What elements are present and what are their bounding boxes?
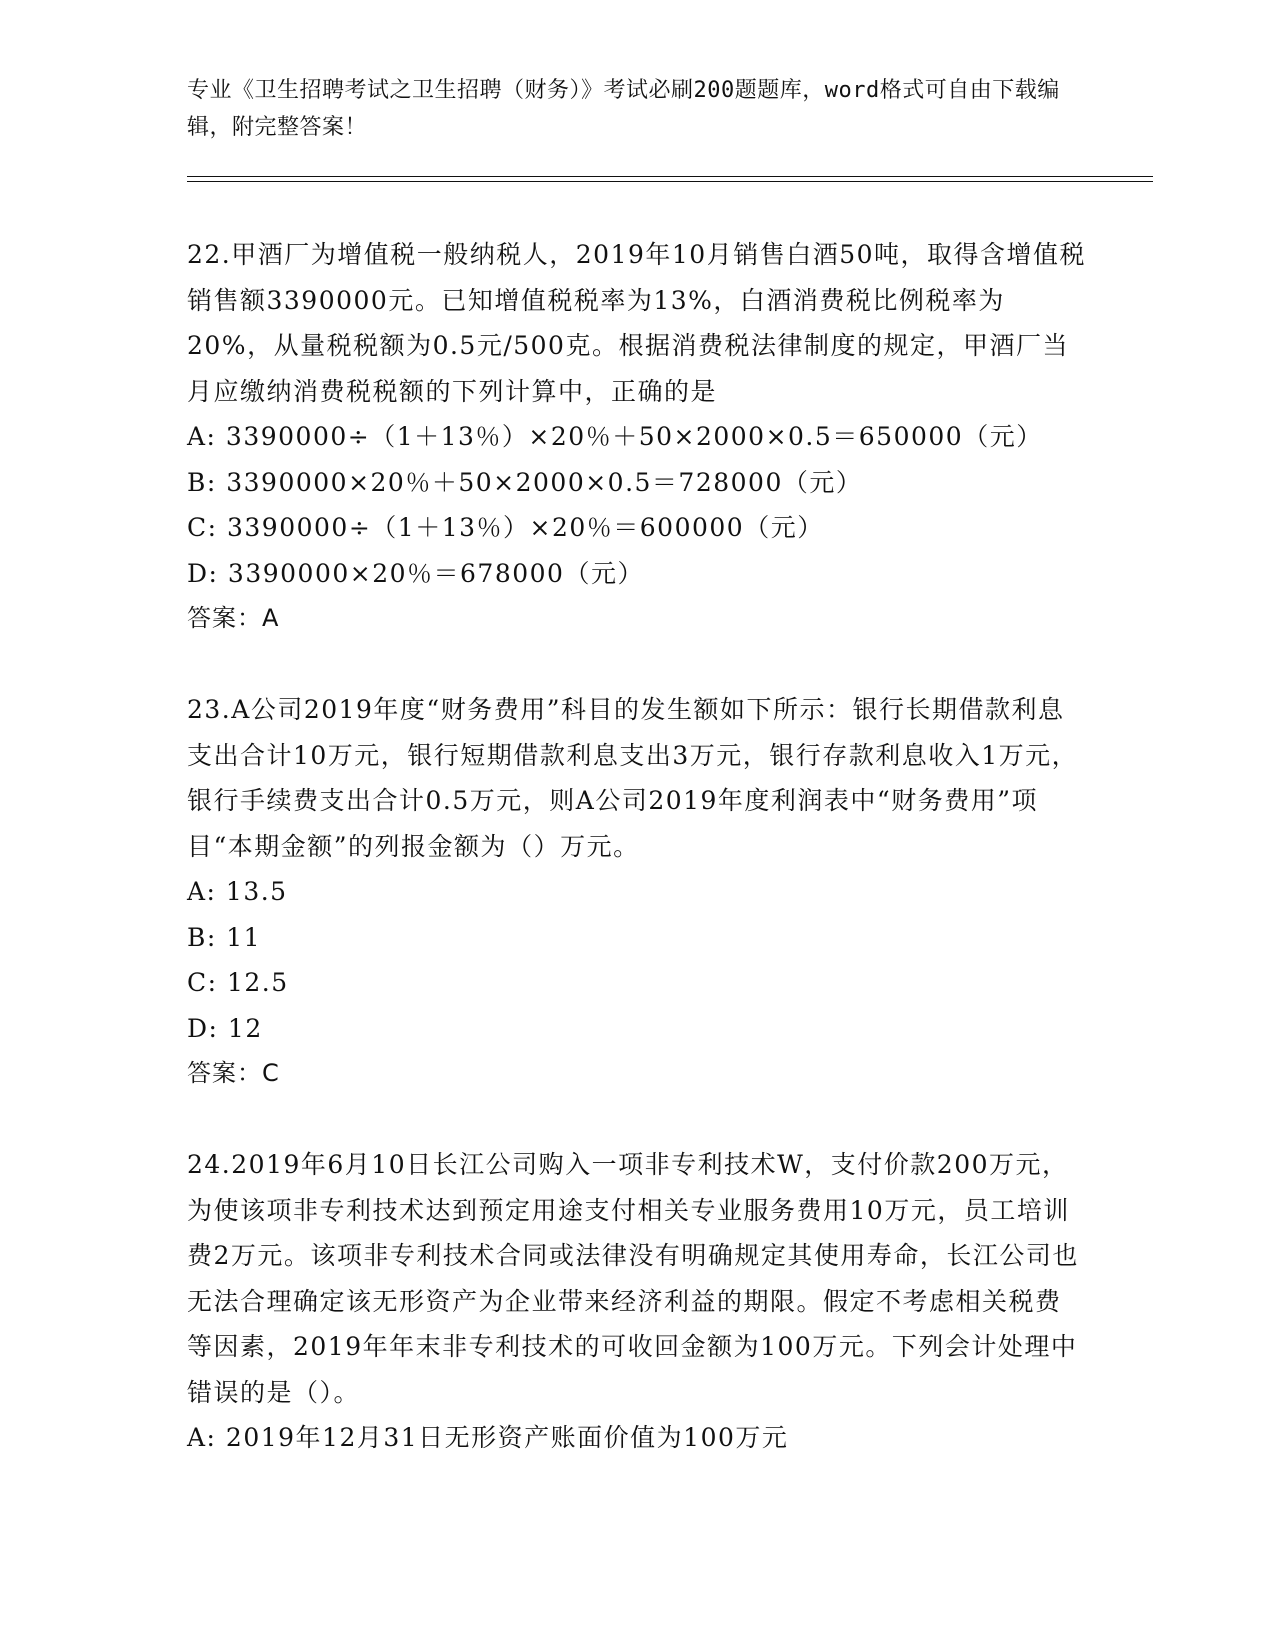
header-divider-top — [187, 176, 1153, 177]
option-b: B: 3390000×20％＋50×2000×0.5＝728000（元） — [187, 467, 863, 497]
header-divider-bottom — [187, 181, 1153, 182]
option-a: A: 2019年12月31日无形资产账面价值为100万元 — [187, 1423, 789, 1452]
question-text: 22.甲酒厂为增值税一般纳税人，2019年10月销售白酒50吨，取得含增值税销售额3390000元。已知增值税税率为13%，白酒消费税比例税率为20%，从量税税额为0.5元/500克。根据消费税法律制度的规定，甲酒厂当月应缴纳消费税税额的下列计算中，正确的是 — [187, 240, 1087, 406]
answer-label: 答案：C — [187, 1059, 280, 1087]
question-23 — [187, 687, 1087, 1097]
answer-label: 答案：A — [187, 604, 280, 632]
question-list — [187, 232, 1087, 1506]
option-d: D: 12 — [187, 1013, 263, 1043]
option-b: B: 11 — [187, 922, 262, 952]
option-c: C: 3390000÷（1＋13％）×20％＝600000（元） — [187, 513, 824, 542]
option-c: C: 12.5 — [187, 968, 289, 997]
question-text: 23.A公司2019年度“财务费用”科目的发生额如下所示：银行长期借款利息支出合计10万元，银行短期借款利息支出3万元，银行存款利息收入1万元，银行手续费支出合计0.5万元，则A公司2019年度利润表中“财务费用”项目“本期金额”的列报金额为（）万元。 — [187, 695, 1079, 861]
option-d: D: 3390000×20％＝678000（元） — [187, 558, 644, 588]
question-24 — [187, 1142, 1087, 1461]
option-a: A: 13.5 — [187, 877, 288, 906]
document-header: 专业《卫生招聘考试之卫生招聘（财务）》考试必刷200题题库，word格式可自由下载编辑，附完整答案！ — [187, 78, 1060, 140]
question-text: 24.2019年6月10日长江公司购入一项非专利技术W，支付价款200万元，为使该项非专利技术达到预定用途支付相关专业服务费用10万元，员工培训费2万元。该项非专利技术合同或法律没有明确规定其使用寿命，长江公司也无法合理确定该无形资产为企业带来经济利益的期限。假定不考虑相关税费等因素，2019年年末非专利技术的可收回金额为100万元。下列会计处理中错误的是（）。 — [187, 1150, 1079, 1407]
option-a: A: 3390000÷（1＋13％）×20％＋50×2000×0.5＝650000（元） — [187, 422, 1043, 451]
question-22 — [187, 232, 1087, 642]
